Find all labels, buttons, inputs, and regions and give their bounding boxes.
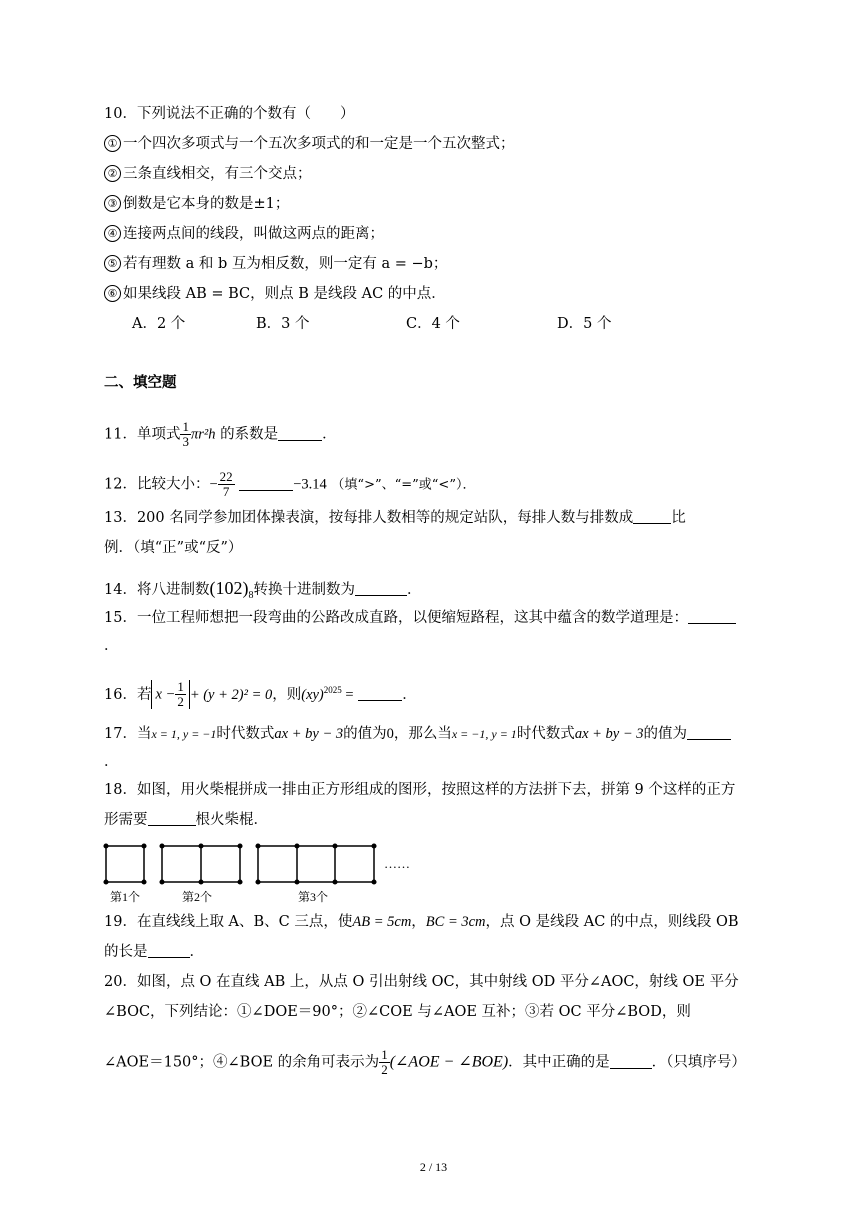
- figure-label-1: 第1个: [110, 890, 141, 904]
- q11-fraction: [180, 420, 191, 449]
- q12-prefix: 12．比较大小：: [104, 476, 210, 493]
- q11-suffix: 的系数是: [220, 426, 279, 443]
- q15-line2: ．: [104, 638, 119, 654]
- q18-text: 根火柴棍．: [195, 812, 268, 828]
- q18-text: 形需要: [104, 812, 148, 828]
- q19-line2: [104, 942, 204, 962]
- q19-line1: [104, 912, 739, 932]
- q16-exp: 2025: [323, 685, 342, 695]
- answer-blank[interactable]: [239, 476, 293, 491]
- numerator: 1: [182, 419, 189, 434]
- q19-m2: BC = 3cm: [425, 914, 486, 930]
- q12-value: −3.14: [293, 476, 327, 493]
- q17-cond2: x = −1, y = 1: [451, 727, 517, 741]
- answer-blank[interactable]: [355, 581, 407, 596]
- q19-text: ，点 O 是线段 AC 的中点，则线段 OB: [485, 914, 739, 930]
- numerator: 1: [177, 679, 184, 695]
- answer-blank[interactable]: [358, 686, 402, 701]
- q16-expr: (xy): [301, 686, 324, 703]
- q10-item-5: [104, 254, 447, 274]
- q10-item-1: [104, 134, 515, 154]
- item-number: ①: [104, 135, 121, 152]
- q14-end: ．: [406, 582, 422, 598]
- answer-blank[interactable]: [688, 609, 736, 624]
- item-text: 倒数是它本身的数是±1；: [123, 196, 290, 212]
- q10-item-2: [104, 164, 312, 184]
- q10-item-4: [104, 224, 384, 244]
- figure-ellipsis: ……: [384, 856, 410, 871]
- q14-number: (102): [209, 578, 249, 598]
- q19-text: 的长是: [104, 944, 148, 960]
- q13-end: 比: [671, 510, 686, 526]
- q19-end: ．: [189, 944, 204, 960]
- q14-suffix: 转换十进制数为: [253, 582, 355, 598]
- q20-text: ．其中正确的是: [508, 1054, 610, 1071]
- q13-line2: 例．（填“正”或“反”）: [104, 540, 243, 556]
- q16-end: ．: [402, 686, 417, 703]
- q10-item-3: [104, 194, 289, 214]
- q18-line2: [104, 810, 268, 830]
- q17-line1: [104, 724, 731, 744]
- q10-option-b: B．3 个: [256, 316, 310, 332]
- q17-text: 时代数式: [216, 726, 275, 742]
- answer-blank[interactable]: [148, 943, 190, 958]
- q20-text: ．（只填序号）: [651, 1054, 746, 1071]
- q14: [104, 578, 421, 606]
- q14-prefix: 14．将八进制数: [104, 582, 210, 598]
- q11: [104, 420, 337, 449]
- q17-line2: ．: [104, 754, 119, 770]
- denominator: 3: [182, 434, 189, 449]
- q17-text: 时代数式: [516, 726, 575, 742]
- q17-cond1: x = 1, y = −1: [151, 727, 217, 741]
- item-text: 若有理数 a 和 b 互为相反数，则一定有 a = −b；: [123, 256, 448, 272]
- item-number: ⑤: [104, 255, 121, 272]
- denominator: 7: [222, 484, 230, 499]
- q20-fraction: [379, 1048, 390, 1077]
- q10-option-d: D．5 个: [557, 316, 612, 332]
- answer-blank[interactable]: [633, 509, 671, 524]
- q17-text: 17．当: [104, 726, 152, 742]
- q13-text: 13．200 名同学参加团体操表演，按每排人数相等的规定站队，每排人数与排数成: [104, 510, 634, 526]
- q17-expr1: ax + by − 3: [274, 726, 344, 742]
- item-number: ③: [104, 195, 121, 212]
- item-number: ④: [104, 225, 121, 242]
- q12-sign: −: [209, 476, 218, 493]
- figure-1-squares: [104, 844, 146, 884]
- q20-expr: (∠AOE − ∠BOE): [389, 1053, 509, 1071]
- answer-blank[interactable]: [610, 1054, 652, 1069]
- q18-line1: 18．如图，用火柴棍拼成一排由正方形组成的图形，按照这样的方法拼下去，拼第 9 个这样的正方: [104, 782, 736, 798]
- q16-eq: =: [341, 686, 354, 703]
- q14-base: 8: [248, 589, 254, 601]
- page-number: 2 / 13: [419, 1160, 448, 1174]
- numerator: 22: [219, 469, 233, 484]
- q15-text: 15．一位工程师想把一段弯曲的公路改成直路，以便缩短路程，这其中蕴含的数学道理是：: [104, 610, 688, 626]
- q11-end: ．: [322, 426, 337, 443]
- item-text: 三条直线相交，有三个交点；: [123, 166, 312, 182]
- q10-stem: 10．下列说法不正确的个数有（ ）: [104, 106, 355, 122]
- q16-rest: + (y + 2)² = 0: [189, 686, 273, 703]
- figure-label-2: 第2个: [182, 890, 213, 904]
- q17-text: ，那么当: [393, 726, 452, 742]
- denominator: 2: [177, 694, 184, 710]
- item-text: 连接两点间的线段，叫做这两点的距离；: [123, 226, 384, 242]
- q16: [104, 680, 417, 709]
- answer-blank[interactable]: [278, 426, 322, 441]
- q17-text: 的值为: [343, 726, 387, 742]
- item-text: 如果线段 AB = BC，则点 B 是线段 AC 的中点．: [123, 286, 446, 302]
- q10-option-a: A．2 个: [132, 316, 186, 332]
- q16-abs: [151, 680, 189, 709]
- q12: [104, 470, 475, 499]
- q20-line3: [104, 1048, 746, 1077]
- answer-blank[interactable]: [687, 725, 731, 740]
- section-heading: 二、填空题: [104, 375, 177, 391]
- q16-abs-content: x −: [155, 686, 176, 703]
- figure-2-squares: [160, 844, 242, 884]
- q12-fraction: [218, 470, 235, 499]
- q16-prefix: 16．若: [104, 686, 152, 703]
- answer-blank[interactable]: [148, 811, 196, 826]
- q20-line2: ∠BOC，下列结论：①∠DOE＝90°；②∠COE 与∠AOE 互补；③若 OC 平分∠BOD，则: [104, 1004, 691, 1020]
- q17-expr2: ax + by − 3: [574, 726, 644, 742]
- matchstick-figure: [100, 838, 430, 908]
- q11-prefix: 11．单项式: [104, 426, 181, 443]
- q11-expr: πr²h: [190, 426, 216, 443]
- q17-text: 的值为: [643, 726, 688, 742]
- q13-line1: [104, 508, 686, 528]
- numerator: 1: [381, 1047, 388, 1062]
- q20-line1: 20．如图，点 O 在直线 AB 上，从点 O 引出射线 OC，其中射线 OD 平分∠AOC，射线 OE 平分: [104, 974, 739, 990]
- q17-val: 0: [386, 726, 394, 742]
- item-text: 一个四次多项式与一个五次多项式的和一定是一个五次整式；: [123, 136, 515, 152]
- item-number: ②: [104, 165, 121, 182]
- q12-hint: （填“>”、“=”或“<”）．: [331, 477, 476, 493]
- figure-label-3: 第3个: [298, 890, 329, 904]
- q10-item-6: [104, 284, 446, 304]
- figure-3-squares: [256, 844, 376, 884]
- item-number: ⑥: [104, 285, 121, 302]
- q16-fraction: [175, 680, 186, 709]
- q19-text: 19．在直线线上取 A、B、C 三点，使: [104, 914, 353, 930]
- q20-text: ∠AOE＝150°；④∠BOE 的余角可表示为: [104, 1054, 380, 1071]
- q16-mid: ，则: [272, 686, 302, 703]
- denominator: 2: [381, 1062, 388, 1077]
- q19-m1: AB = 5cm: [352, 914, 412, 930]
- q19-text: ，: [411, 914, 426, 930]
- q10-option-c: C．4 个: [406, 316, 460, 332]
- q15-line1: [104, 608, 736, 628]
